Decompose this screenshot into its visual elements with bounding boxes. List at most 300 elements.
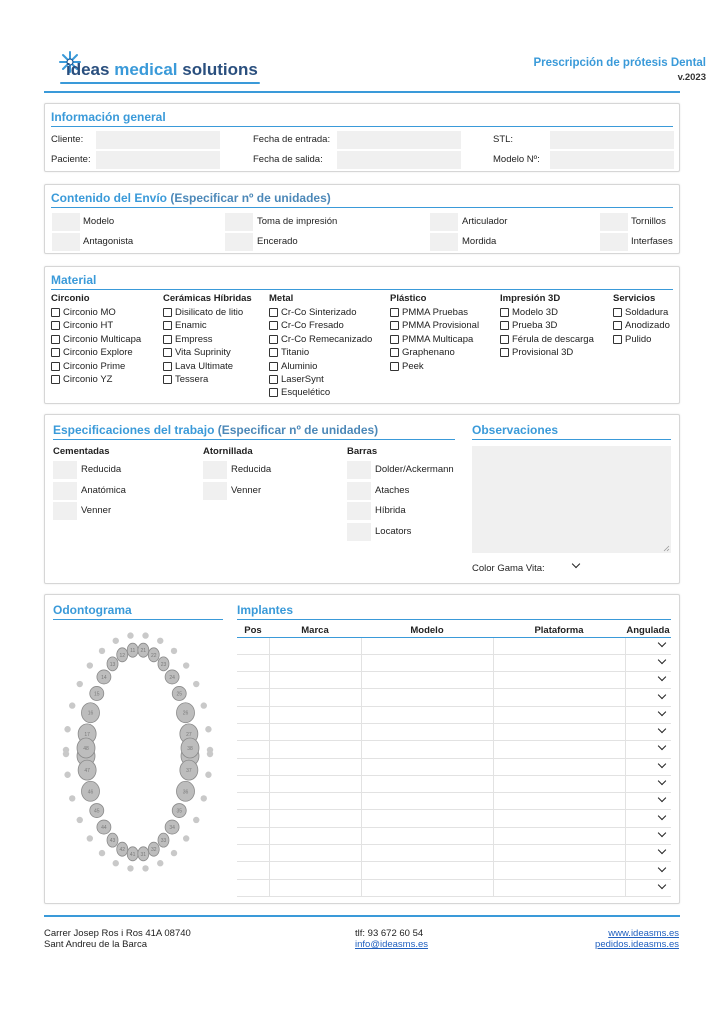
angulada-select[interactable] (625, 793, 671, 810)
chevron-down-icon (658, 881, 666, 889)
checkbox-box[interactable] (51, 362, 60, 371)
logo-text-medical: medical (114, 60, 178, 79)
footer-orders-link[interactable]: pedidos.ideasms.es (595, 939, 679, 950)
material-column-heading: Servicios (613, 293, 656, 304)
checkbox-box[interactable] (390, 321, 399, 330)
envio-item-encerado: Encerado (257, 236, 298, 247)
material-checkbox[interactable] (163, 334, 212, 345)
table-row (237, 775, 671, 792)
material-checkbox-label: Esquelético (281, 387, 331, 399)
angulada-select[interactable] (625, 827, 671, 844)
tooth[interactable] (117, 842, 128, 856)
material-checkbox-label: Prueba 3D (512, 320, 558, 332)
table-cell-input[interactable] (361, 845, 493, 862)
spec-item-label: Venner (231, 484, 262, 496)
table-row (237, 689, 671, 706)
material-checkbox-label: Empress (175, 333, 213, 345)
tooth[interactable] (81, 703, 99, 723)
table-row (237, 879, 671, 896)
tooth[interactable] (90, 804, 104, 818)
tooth-marker-dot[interactable] (157, 860, 163, 866)
tooth-marker-dot[interactable] (171, 648, 177, 654)
spec-qty-field[interactable] (53, 502, 77, 520)
tooth-number: 47 (84, 768, 90, 775)
spec-item-label: Anatómica (81, 484, 126, 496)
tooth-marker-dot[interactable] (64, 726, 70, 732)
tooth[interactable] (138, 643, 149, 657)
material-checkbox-label: Tessera (175, 374, 209, 385)
table-cell-input[interactable] (269, 793, 361, 810)
tooth-number: 41 (129, 851, 136, 858)
checkbox-box[interactable] (269, 348, 278, 357)
table-cell-input[interactable] (269, 706, 361, 723)
material-checkbox[interactable] (51, 374, 112, 385)
angulada-select[interactable] (625, 637, 671, 654)
material-checkbox-label: Disilicato de litio (175, 307, 244, 318)
table-cell-input[interactable] (237, 723, 269, 740)
material-checkbox-label: Anodizado (625, 320, 670, 332)
material-checkbox[interactable] (51, 320, 113, 331)
material-checkbox-label: PMMA Multicapa (402, 333, 474, 345)
tooth-marker-dot[interactable] (113, 638, 119, 644)
table-cell-input[interactable] (237, 775, 269, 792)
tooth[interactable] (97, 670, 111, 684)
angulada-select[interactable] (625, 654, 671, 671)
table-cell-input[interactable] (237, 706, 269, 723)
tooth-marker-dot[interactable] (127, 865, 133, 871)
toma-qty-field[interactable] (225, 213, 253, 231)
checkbox-box[interactable] (269, 362, 278, 371)
table-cell-input[interactable] (361, 862, 493, 879)
table-cell-input[interactable] (361, 637, 493, 654)
tooth[interactable] (78, 760, 96, 780)
modelo-qty-field[interactable] (52, 213, 80, 231)
odontogram-chart[interactable] (53, 622, 223, 882)
angulada-select[interactable] (625, 706, 671, 723)
material-checkbox[interactable] (390, 347, 455, 358)
material-checkbox-label: LaserSynt (281, 374, 324, 385)
table-cell-input[interactable] (493, 810, 625, 827)
checkbox-box[interactable] (163, 321, 172, 330)
tooth-number: 14 (101, 674, 107, 681)
material-checkbox[interactable] (390, 361, 424, 372)
table-row (237, 706, 671, 723)
angulada-select[interactable] (625, 758, 671, 775)
table-cell-input[interactable] (493, 637, 625, 654)
envio-item-toma: Toma de impresión (257, 216, 338, 227)
checkbox-box[interactable] (269, 335, 278, 344)
table-cell-input[interactable] (269, 689, 361, 706)
tooth[interactable] (148, 842, 159, 856)
barras-heading: Barras (347, 446, 378, 457)
chevron-down-icon (658, 690, 666, 698)
spec-item-label: Híbrida (375, 505, 406, 517)
tooth-marker-dot[interactable] (99, 850, 105, 856)
checkbox-box[interactable] (51, 321, 60, 330)
tooth-marker-dot[interactable] (77, 681, 83, 687)
specs-title-text: Especificaciones del trabajo (53, 423, 215, 437)
table-cell-input[interactable] (269, 758, 361, 775)
material-checkbox-label: Modelo 3D (512, 307, 558, 318)
table-cell-input[interactable] (269, 741, 361, 758)
checkbox-box[interactable] (613, 335, 622, 344)
material-checkbox-label: Vita Suprinity (175, 347, 231, 359)
spec-item-label: Ataches (375, 484, 410, 496)
table-cell-input[interactable] (269, 775, 361, 792)
checkbox-box[interactable] (390, 335, 399, 344)
angulada-select[interactable] (625, 862, 671, 879)
material-checkbox[interactable] (500, 347, 573, 358)
chevron-down-icon (658, 829, 666, 837)
checkbox-box[interactable] (269, 321, 278, 330)
material-checkbox[interactable] (269, 307, 357, 318)
tooth-marker-dot[interactable] (183, 662, 189, 668)
cliente-field[interactable] (96, 131, 220, 149)
table-cell-input[interactable] (269, 672, 361, 689)
tooth-marker-dot[interactable] (113, 860, 119, 866)
material-checkbox[interactable] (613, 320, 670, 331)
tooth[interactable] (107, 657, 118, 671)
modelo-n-field[interactable] (550, 151, 674, 169)
tooth[interactable] (117, 648, 128, 662)
table-cell-input[interactable] (493, 758, 625, 775)
material-checkbox[interactable] (51, 361, 125, 372)
table-cell-input[interactable] (361, 706, 493, 723)
document-title: Prescripción de prótesis Dental (533, 57, 706, 69)
table-cell-input[interactable] (237, 689, 269, 706)
tooth-marker-dot[interactable] (201, 795, 207, 801)
tooth[interactable] (181, 738, 199, 758)
material-checkbox[interactable] (269, 320, 344, 331)
tooth[interactable] (165, 670, 179, 684)
tooth[interactable] (90, 686, 104, 700)
logo-text-ideas: ideas (66, 60, 110, 79)
checkbox-box[interactable] (163, 362, 172, 371)
material-checkbox[interactable] (269, 387, 330, 398)
table-cell-input[interactable] (361, 775, 493, 792)
table-cell-input[interactable] (493, 862, 625, 879)
spec-qty-field[interactable] (347, 523, 371, 541)
tooth[interactable] (148, 648, 159, 662)
interfases-qty-field[interactable] (600, 233, 628, 251)
modelo-n-label: Modelo Nº: (493, 154, 540, 165)
checkbox-box[interactable] (613, 308, 622, 317)
material-checkbox[interactable] (269, 374, 324, 385)
tooth-marker-dot[interactable] (64, 772, 70, 778)
color-gama-select[interactable] (551, 558, 585, 574)
checkbox-box[interactable] (163, 308, 172, 317)
tooth[interactable] (158, 657, 169, 671)
tooth-marker-dot[interactable] (77, 817, 83, 823)
checkbox-box[interactable] (500, 308, 509, 317)
spec-item-label: Locators (375, 526, 412, 538)
chevron-down-icon (572, 560, 580, 568)
tooth[interactable] (127, 847, 138, 861)
table-cell-input[interactable] (361, 810, 493, 827)
tooth-marker-dot[interactable] (207, 747, 213, 753)
angulada-select[interactable] (625, 775, 671, 792)
angulada-select[interactable] (625, 689, 671, 706)
tooth-marker-dot[interactable] (183, 835, 189, 841)
tooth[interactable] (97, 820, 111, 834)
material-checkbox[interactable] (51, 347, 133, 358)
tooth[interactable] (180, 760, 198, 780)
paciente-field[interactable] (96, 151, 220, 169)
angulada-select[interactable] (625, 879, 671, 896)
encerado-qty-field[interactable] (225, 233, 253, 251)
tooth-number: 17 (84, 731, 90, 738)
tooth[interactable] (77, 738, 95, 758)
resize-handle-icon[interactable] (663, 545, 670, 552)
table-cell-input[interactable] (269, 827, 361, 844)
checkbox-box[interactable] (51, 375, 60, 384)
angulada-select[interactable] (625, 845, 671, 862)
spec-qty-field[interactable] (347, 482, 371, 500)
tooth-marker-dot[interactable] (87, 662, 93, 668)
material-checkbox-label: Circonio HT (63, 320, 114, 332)
footer-address-line2: Sant Andreu de la Barca (44, 939, 147, 950)
mordida-qty-field[interactable] (430, 233, 458, 251)
material-checkbox[interactable] (390, 334, 473, 345)
implantes-title: Implantes (237, 603, 294, 617)
table-cell-input[interactable] (269, 862, 361, 879)
tooth[interactable] (107, 833, 118, 847)
tooth[interactable] (177, 781, 195, 801)
table-cell-input[interactable] (237, 810, 269, 827)
material-checkbox[interactable] (51, 334, 141, 345)
table-cell-input[interactable] (361, 672, 493, 689)
table-cell-input[interactable] (237, 862, 269, 879)
tooth-number: 12 (119, 652, 126, 659)
tooth-number: 48 (83, 746, 89, 752)
table-cell-input[interactable] (269, 879, 361, 896)
envio-item-articulador: Articulador (462, 216, 508, 227)
table-cell-input[interactable] (361, 741, 493, 758)
tooth[interactable] (127, 643, 138, 657)
chevron-down-icon (658, 863, 666, 871)
table-cell-input[interactable] (493, 845, 625, 862)
angulada-select[interactable] (625, 741, 671, 758)
tooth-marker-dot[interactable] (87, 835, 93, 841)
tooth[interactable] (177, 703, 195, 723)
angulada-select[interactable] (625, 723, 671, 740)
table-cell-input[interactable] (269, 845, 361, 862)
tooth-marker-dot[interactable] (157, 638, 163, 644)
table-cell-input[interactable] (493, 741, 625, 758)
table-cell-input[interactable] (361, 793, 493, 810)
material-checkbox[interactable] (390, 320, 479, 331)
table-cell-input[interactable] (361, 689, 493, 706)
checkbox-box[interactable] (269, 375, 278, 384)
checkbox-box[interactable] (390, 348, 399, 357)
table-cell-input[interactable] (493, 879, 625, 896)
spec-qty-field[interactable] (347, 461, 371, 479)
material-checkbox[interactable] (51, 307, 116, 318)
articulador-qty-field[interactable] (430, 213, 458, 231)
table-cell-input[interactable] (237, 793, 269, 810)
table-row (237, 654, 671, 671)
checkbox-box[interactable] (613, 321, 622, 330)
tooth-marker-dot[interactable] (201, 702, 207, 708)
material-checkbox[interactable] (163, 347, 231, 358)
table-cell-input[interactable] (237, 845, 269, 862)
fecha-salida-label: Fecha de salida: (253, 154, 323, 165)
tooth-number: 38 (187, 746, 193, 752)
material-checkbox[interactable] (390, 307, 468, 318)
footer-phone: tlf: 93 672 60 54 (355, 928, 424, 939)
material-checkbox-label: Titanio (281, 347, 310, 359)
tooth[interactable] (158, 833, 169, 847)
table-cell-input[interactable] (237, 827, 269, 844)
table-cell-input[interactable] (237, 672, 269, 689)
material-checkbox[interactable] (613, 307, 668, 318)
tooth-number: 44 (101, 825, 107, 832)
antagonista-qty-field[interactable] (52, 233, 80, 251)
table-cell-input[interactable] (493, 672, 625, 689)
tooth-number: 21 (140, 648, 147, 655)
odontograma-title: Odontograma (53, 603, 132, 617)
table-cell-input[interactable] (361, 879, 493, 896)
tooth[interactable] (172, 804, 186, 818)
tooth[interactable] (165, 820, 179, 834)
checkbox-box[interactable] (51, 308, 60, 317)
tooth-number: 27 (186, 731, 192, 738)
table-cell-input[interactable] (237, 741, 269, 758)
tooth-marker-dot[interactable] (205, 772, 211, 778)
material-checkbox[interactable] (163, 320, 207, 331)
tooth-marker-dot[interactable] (69, 795, 75, 801)
fecha-entrada-field[interactable] (337, 131, 461, 149)
material-column-heading: Metal (269, 293, 294, 304)
table-cell-input[interactable] (361, 654, 493, 671)
observaciones-title: Observaciones (472, 423, 559, 437)
material-checkbox[interactable] (500, 334, 594, 345)
table-cell-input[interactable] (493, 654, 625, 671)
table-row (237, 810, 671, 827)
material-checkbox-label: Circonio Multicapa (63, 333, 142, 345)
material-checkbox-label: PMMA Pruebas (402, 307, 468, 318)
implantes-column-header: Marca (269, 624, 361, 637)
atornillada-heading: Atornillada (203, 446, 253, 457)
tooth-marker-dot[interactable] (127, 632, 133, 638)
observaciones-textarea[interactable] (472, 446, 671, 553)
tooth-marker-dot[interactable] (193, 817, 199, 823)
spec-qty-field[interactable] (53, 461, 77, 479)
table-cell-input[interactable] (269, 810, 361, 827)
checkbox-box[interactable] (163, 348, 172, 357)
spec-qty-field[interactable] (203, 482, 227, 500)
checkbox-box[interactable] (500, 321, 509, 330)
envio-item-mordida: Mordida (462, 236, 497, 247)
table-cell-input[interactable] (361, 827, 493, 844)
material-checkbox[interactable] (269, 361, 317, 372)
table-cell-input[interactable] (493, 723, 625, 740)
checkbox-box[interactable] (390, 362, 399, 371)
checkbox-box[interactable] (269, 308, 278, 317)
tooth-marker-dot[interactable] (193, 681, 199, 687)
table-cell-input[interactable] (361, 723, 493, 740)
material-checkbox[interactable] (500, 320, 557, 331)
table-cell-input[interactable] (493, 706, 625, 723)
material-checkbox[interactable] (163, 374, 208, 385)
angulada-select[interactable] (625, 672, 671, 689)
footer-address-line1: Carrer Josep Ros i Ros 41A 08740 (44, 928, 191, 939)
table-cell-input[interactable] (493, 775, 625, 792)
table-cell-input[interactable] (269, 637, 361, 654)
footer-email-link[interactable]: info@ideasms.es (355, 939, 429, 950)
tooth-number: 32 (150, 847, 157, 854)
checkbox-box[interactable] (163, 375, 172, 384)
material-title: Material (51, 273, 97, 287)
spec-qty-field[interactable] (53, 482, 77, 500)
table-cell-input[interactable] (237, 637, 269, 654)
table-cell-input[interactable] (237, 758, 269, 775)
chevron-down-icon (658, 794, 666, 802)
envio-item-modelo: Modelo (83, 216, 115, 227)
document-version: v.2023 (677, 72, 706, 83)
tooth-number: 31 (140, 851, 147, 858)
table-cell-input[interactable] (237, 879, 269, 896)
tooth-number: 23 (160, 661, 167, 668)
tooth[interactable] (81, 781, 99, 801)
checkbox-box[interactable] (500, 348, 509, 357)
table-cell-input[interactable] (361, 758, 493, 775)
spec-item-label: Reducida (81, 464, 122, 475)
tooth-number: 22 (150, 652, 157, 659)
material-checkbox-label: Férula de descarga (512, 333, 594, 345)
tooth-number: 34 (169, 825, 175, 832)
tooth-marker-dot[interactable] (142, 865, 148, 871)
chevron-down-icon (658, 777, 666, 785)
table-cell-input[interactable] (493, 689, 625, 706)
checkbox-box[interactable] (51, 335, 60, 344)
tooth-marker-dot[interactable] (142, 632, 148, 638)
table-cell-input[interactable] (493, 793, 625, 810)
checkbox-box[interactable] (390, 308, 399, 317)
tooth-marker-dot[interactable] (205, 726, 211, 732)
angulada-select[interactable] (625, 810, 671, 827)
tooth-marker-dot[interactable] (171, 850, 177, 856)
fecha-salida-field[interactable] (337, 151, 461, 169)
checkbox-box[interactable] (500, 335, 509, 344)
material-checkbox[interactable] (269, 334, 372, 345)
envio-subtitle: (Especificar nº de unidades) (170, 191, 331, 205)
checkbox-box[interactable] (51, 348, 60, 357)
table-cell-input[interactable] (237, 654, 269, 671)
material-checkbox[interactable] (163, 361, 233, 372)
material-checkbox[interactable] (500, 307, 558, 318)
tooth[interactable] (172, 686, 186, 700)
material-checkbox[interactable] (613, 334, 651, 345)
tooth-marker-dot[interactable] (99, 648, 105, 654)
checkbox-box[interactable] (163, 335, 172, 344)
table-cell-input[interactable] (269, 723, 361, 740)
tooth-marker-dot[interactable] (69, 702, 75, 708)
table-cell-input[interactable] (269, 654, 361, 671)
tooth-marker-dot[interactable] (63, 747, 69, 753)
checkbox-box[interactable] (269, 388, 278, 397)
tooth[interactable] (138, 847, 149, 861)
envio-item-antagonista: Antagonista (83, 236, 134, 247)
footer-web-link[interactable]: www.ideasms.es (608, 928, 679, 939)
table-cell-input[interactable] (493, 827, 625, 844)
spec-qty-field[interactable] (203, 461, 227, 479)
tornillos-qty-field[interactable] (600, 213, 628, 231)
stl-field[interactable] (550, 131, 674, 149)
material-checkbox[interactable] (269, 347, 309, 358)
material-checkbox[interactable] (163, 307, 243, 318)
spec-qty-field[interactable] (347, 502, 371, 520)
